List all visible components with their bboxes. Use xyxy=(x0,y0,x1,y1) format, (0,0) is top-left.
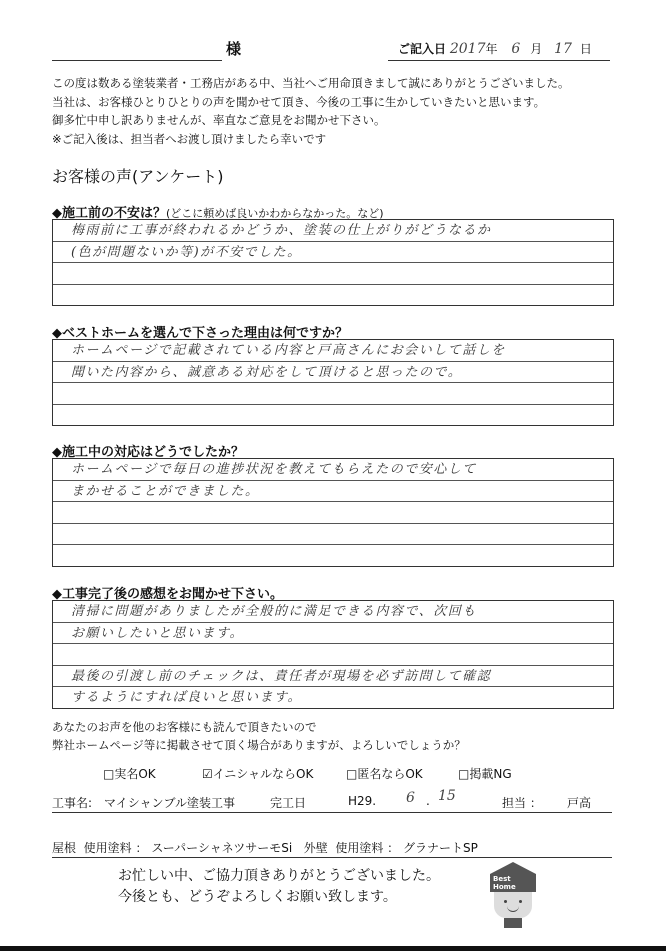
intro-line: 当社は、お客様ひとりひとりの声を聞かせて頂き、今後の工事に生かしていきたいと思います。 xyxy=(52,94,546,109)
bottom-border xyxy=(0,946,666,951)
project-name: マイシャンブル塗装工事 xyxy=(104,796,236,810)
date-month: 6 xyxy=(511,41,521,57)
thanks-line: 今後とも、どうぞよろしくお願い致します。 xyxy=(118,889,397,905)
answer-line xyxy=(53,263,613,285)
date-day: 17 xyxy=(554,41,572,57)
question-subtext: (どこに頼めば良いかわからなかった。など) xyxy=(166,207,384,220)
answer-line xyxy=(53,502,613,524)
wall-paint: グラナートSP xyxy=(403,841,478,855)
answer-line: 清掃に問題がありましたが全般的に満足できる内容で、次回も xyxy=(53,601,613,623)
option-real-name[interactable]: □実名OK xyxy=(103,767,156,781)
roof-label: 屋根 xyxy=(52,841,77,855)
wall-paint-label: 使用塗料 ： xyxy=(335,841,400,855)
best-home-logo xyxy=(490,862,536,932)
answer-box-1 xyxy=(52,219,614,306)
staff-name: 戸高 xyxy=(567,796,592,810)
day-unit: 日 xyxy=(579,42,592,56)
answer-box-2 xyxy=(52,339,614,426)
permission-line: 弊社ホームページ等に掲載させて頂く場合がありますが、よろしいでしょうか？ xyxy=(52,738,466,752)
intro-text xyxy=(52,74,570,148)
answer-line: まかせることができました。 xyxy=(53,481,613,503)
answer-line: 梅雨前に工事が終われるかどうか、塗装の仕上がりがどうなるか xyxy=(53,220,613,242)
answer-line: ホームページで記載されている内容と戸高さんにお会いして話しを xyxy=(53,340,613,362)
year-unit: 年 xyxy=(485,42,498,56)
intro-line: この度は数ある塗装業者・工務店がある中、当社へご用命頂きまして誠にありがとうございました。 xyxy=(52,76,570,90)
answer-box-3 xyxy=(52,458,614,567)
staff-label: 担当 ： xyxy=(502,796,542,810)
survey-title: お客様の声(アンケート) xyxy=(52,167,224,186)
option-initials[interactable]: ☑イニシャルならOK xyxy=(202,767,314,781)
wall-label: 外壁 xyxy=(303,841,328,855)
intro-line: ※ご記入後は、担当者へお渡し頂けましたら幸いです xyxy=(52,131,327,146)
answer-line: お願いしたいと思います。 xyxy=(53,623,613,645)
option-anonymous[interactable]: □匿名ならOK xyxy=(346,767,423,781)
answer-line xyxy=(53,644,613,666)
completion-label: 完工日 xyxy=(270,796,307,810)
customer-name-line xyxy=(52,44,222,61)
month-unit: 月 xyxy=(530,42,543,56)
date-year: 2017 xyxy=(449,41,486,57)
answer-line: 最後の引渡し前のチェックは、責任者が現場を必ず訪問して確認 xyxy=(53,666,613,688)
roof-paint: スーパーシャネツサーモSi xyxy=(151,841,293,855)
question-2-title: ◆ベストホームを選んで下さった理由は何ですか？ xyxy=(52,326,348,341)
logo-roof: Best Home xyxy=(490,874,536,892)
completion-day: 15 xyxy=(438,788,456,804)
entry-date xyxy=(388,40,610,61)
thanks-message xyxy=(118,866,440,908)
thanks-line: お忙しい中、ご協力頂きありがとうございました。 xyxy=(118,868,440,884)
question-text: ◆施工前の不安は？ xyxy=(52,206,166,221)
answer-line xyxy=(53,524,613,546)
roof-paint-label: 使用塗料 ： xyxy=(83,841,148,855)
answer-line: (色が問題ないか等)が不安でした。 xyxy=(53,242,613,264)
option-no-publish[interactable]: □掲載NG xyxy=(458,767,512,781)
answer-line xyxy=(53,545,613,566)
mascot-face-icon xyxy=(494,892,532,918)
answer-line: 聞いた内容から、誠意ある対応をして頂けると思ったので。 xyxy=(53,362,613,384)
paint-info xyxy=(52,839,612,858)
completion-month: 6 xyxy=(406,790,415,806)
answer-line xyxy=(53,405,613,426)
answer-box-4 xyxy=(52,600,614,709)
answer-line: ホームページで毎日の進捗状況を教えてもらえたので安心して xyxy=(53,459,613,481)
project-info xyxy=(52,788,612,813)
project-name-label: 工事名: xyxy=(52,796,93,810)
completion-era: H29. xyxy=(348,794,377,808)
question-4-title: ◆工事完了後の感想をお聞かせ下さい。 xyxy=(52,587,283,602)
answer-line xyxy=(53,285,613,306)
permission-text xyxy=(52,718,466,754)
date-separator: . xyxy=(426,794,430,808)
intro-line: 御多忙中申し訳ありませんが、率直なご意見をお聞かせ下さい。 xyxy=(52,113,386,127)
permission-line: あなたのお声を他のお客様にも読んで頂きたいので xyxy=(52,720,317,734)
answer-line: するようにすれば良いと思います。 xyxy=(71,690,302,705)
answer-line xyxy=(53,383,613,405)
honorific: 様 xyxy=(226,40,242,58)
date-label: ご記入日 xyxy=(398,42,447,56)
question-3-title: ◆施工中の対応はどうでしたか？ xyxy=(52,445,244,460)
